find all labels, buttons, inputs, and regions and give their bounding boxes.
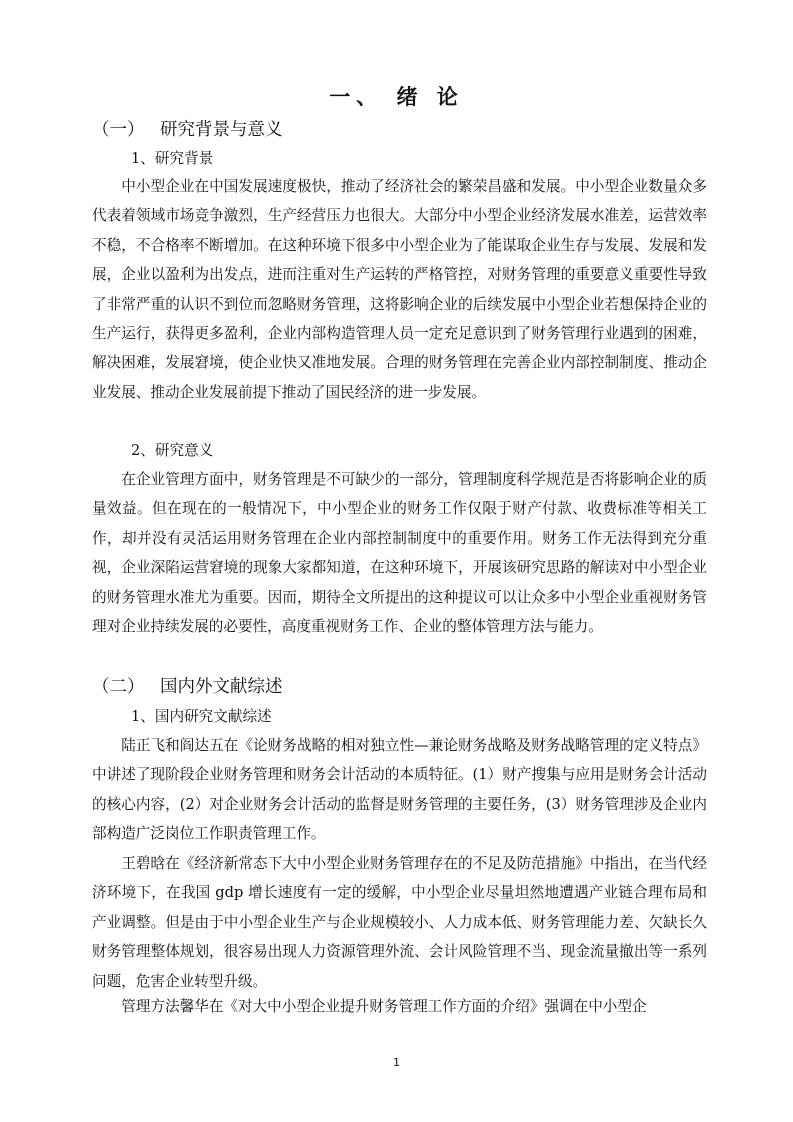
section-number: （一） — [92, 120, 145, 140]
subsection-heading: 1、研究背景 — [131, 150, 214, 167]
page-number: 1 — [393, 1056, 400, 1069]
paragraph: 陆正飞和阎达五在《论财务战略的相对独立性—兼论财务战略及财务战略管理的定义特点》中讲述了现阶段企业财务管理和财务会计活动的本质特征。(1）财产搜集与应用是财务会计活动的核心内容，(2）对企业财务会计活动的监督是财务管理的主要任务，(3）财务管理涉及企业内部构造广泛岗位工作职责管理工作。 — [92, 737, 707, 843]
paragraph: 在企业管理方面中，财务管理是不可缺少的一部分，管理制度科学规范是否将影响企业的质量效益。但在现在的一般情况下，中小型企业的财务工作仅限于财产付款、收费标准等相关工作，却并没有灵活运用财务管理在企业内部控制制度中的重要作用。财务工作无法得到充分重视，企业深陷运营窘境的现象大家都知道，在这种环境下，开展该研究思路的解读对中小型企业的财务管理水准尤为重要。因而，期待全文所提出的这种提议可以让众多中小型企业重视财务管理对企业持续发展的必要性，高度重视财务工作、企业的整体管理方法与能力。 — [92, 471, 707, 636]
section-title: 国内外文献综述 — [160, 677, 283, 697]
section-number: （二） — [92, 677, 145, 697]
paragraph: 王碧晗在《经济新常态下大中小型企业财务管理存在的不足及防范措施》中指出，在当代经济环境下，在我国 gdp 增长速度有一定的缓解，中小型企业尽量坦然地遭遇产业链合理布局和产业调整。但是由于中小型企业生产与企业规模较小、人力成本低、财务管理能力差、欠缺长久财务管理整体规划，很容易出现人力资源管理外流、会计风险管理不当、现金流量撤出等一系列问题，危害企业转型升级。 — [92, 855, 707, 990]
section-heading-2 — [92, 674, 283, 700]
section-title: 研究背景与意义 — [160, 120, 283, 140]
paragraph: 中小型企业在中国发展速度极快，推动了经济社会的繁荣昌盛和发展。中小型企业数量众多代表着领域市场竞争激烈，生产经营压力也很大。大部分中小型企业经济发展水准差，运营效率不稳，不合格率不断增加。在这种环境下很多中小型企业为了能谋取企业生存与发展、发展和发展，企业以盈利为出发点，进而注重对生产运转的严格管控，对财务管理的重要意义重要性导致了非常严重的认识不到位而忽略财务管理，这将影响企业的后续发展中小型企业若想保持企业的生产运行，获得更多盈利，企业内部构造管理人员一定充足意识到了财务管理行业遇到的困难，解决困难，发展窘境，使企业快又准地发展。合理的财务管理在完善企业内部控制制度、推动企业发展、推动企业发展前提下推动了国民经济的进一步发展。 — [92, 178, 707, 401]
paragraph: 管理方法馨华在《对大中小型企业提升财务管理工作方面的介绍》强调在中小型企 — [121, 998, 647, 1015]
subsection-heading: 1、国内研究文献综述 — [131, 708, 272, 725]
section-heading-1 — [92, 117, 283, 143]
subsection-heading: 2、研究意义 — [131, 442, 214, 459]
chapter-title: 一、 绪 论 — [329, 85, 464, 109]
